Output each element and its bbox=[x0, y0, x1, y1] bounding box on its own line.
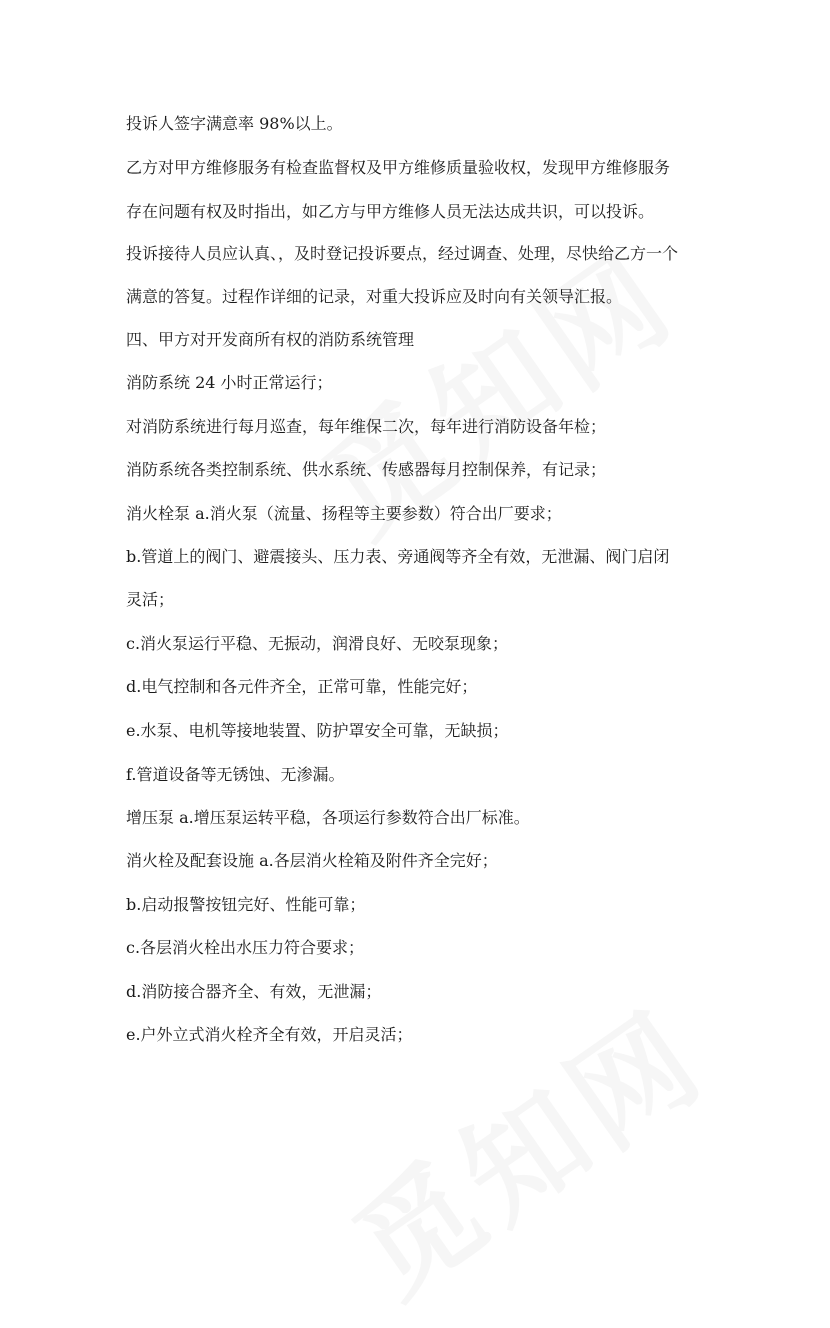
paragraph-line: 消火栓泵 a.消火泵（流量、扬程等主要参数）符合出厂要求； bbox=[126, 504, 562, 523]
paragraph-line: e.户外立式消火栓齐全有效，开启灵活； bbox=[126, 1025, 413, 1044]
paragraph-line: c.消火泵运行平稳、无振动，润滑良好、无咬泵现象； bbox=[126, 634, 509, 653]
watermark bbox=[316, 964, 734, 1328]
paragraph-line: b.启动报警按钮完好、性能可靠； bbox=[126, 895, 366, 914]
paragraph-line: 满意的答复。过程作详细的记录，对重大投诉应及时向有关领导汇报。 bbox=[126, 287, 623, 306]
paragraph-line: d.消防接合器齐全、有效，无泄漏； bbox=[126, 982, 382, 1001]
paragraph-line: b.管道上的阀门、避震接头、压力表、旁通阀等齐全有效，无泄漏、阀门启闭 bbox=[126, 547, 670, 566]
paragraph-line: 消防系统各类控制系统、供水系统、传感器每月控制保养，有记录； bbox=[126, 460, 607, 479]
paragraph-line: 消火栓及配套设施 a.各层消火栓箱及附件齐全完好； bbox=[126, 851, 498, 870]
paragraph-line: 灵活； bbox=[126, 590, 175, 609]
paragraph-line: c.各层消火栓出水压力符合要求； bbox=[126, 938, 365, 957]
paragraph-line: e.水泵、电机等接地装置、防护罩安全可靠，无缺损； bbox=[126, 721, 509, 740]
paragraph-line: 增压泵 a.增压泵运转平稳，各项运行参数符合出厂标准。 bbox=[126, 808, 530, 827]
paragraph-line: f.管道设备等无锈蚀、无渗漏。 bbox=[126, 765, 345, 784]
section-heading: 四、甲方对开发商所有权的消防系统管理 bbox=[126, 330, 415, 349]
paragraph-line: 对消防系统进行每月巡查，每年维保二次，每年进行消防设备年检； bbox=[126, 417, 607, 436]
paragraph-line: 投诉接待人员应认真、，及时登记投诉要点，经过调查、处理，尽快给乙方一个 bbox=[126, 244, 679, 263]
paragraph-line: 乙方对甲方维修服务有检查监督权及甲方维修质量验收权，发现甲方维修服务 bbox=[126, 158, 671, 177]
paragraph-line: 消防系统 24 小时正常运行； bbox=[126, 373, 333, 392]
paragraph-line: 存在问题有权及时指出，如乙方与甲方维修人员无法达成共识，可以投诉。 bbox=[126, 202, 655, 221]
paragraph-line: 投诉人签字满意率 98%以上。 bbox=[126, 114, 343, 133]
paragraph-line: d.电气控制和各元件齐全，正常可靠，性能完好； bbox=[126, 677, 478, 696]
